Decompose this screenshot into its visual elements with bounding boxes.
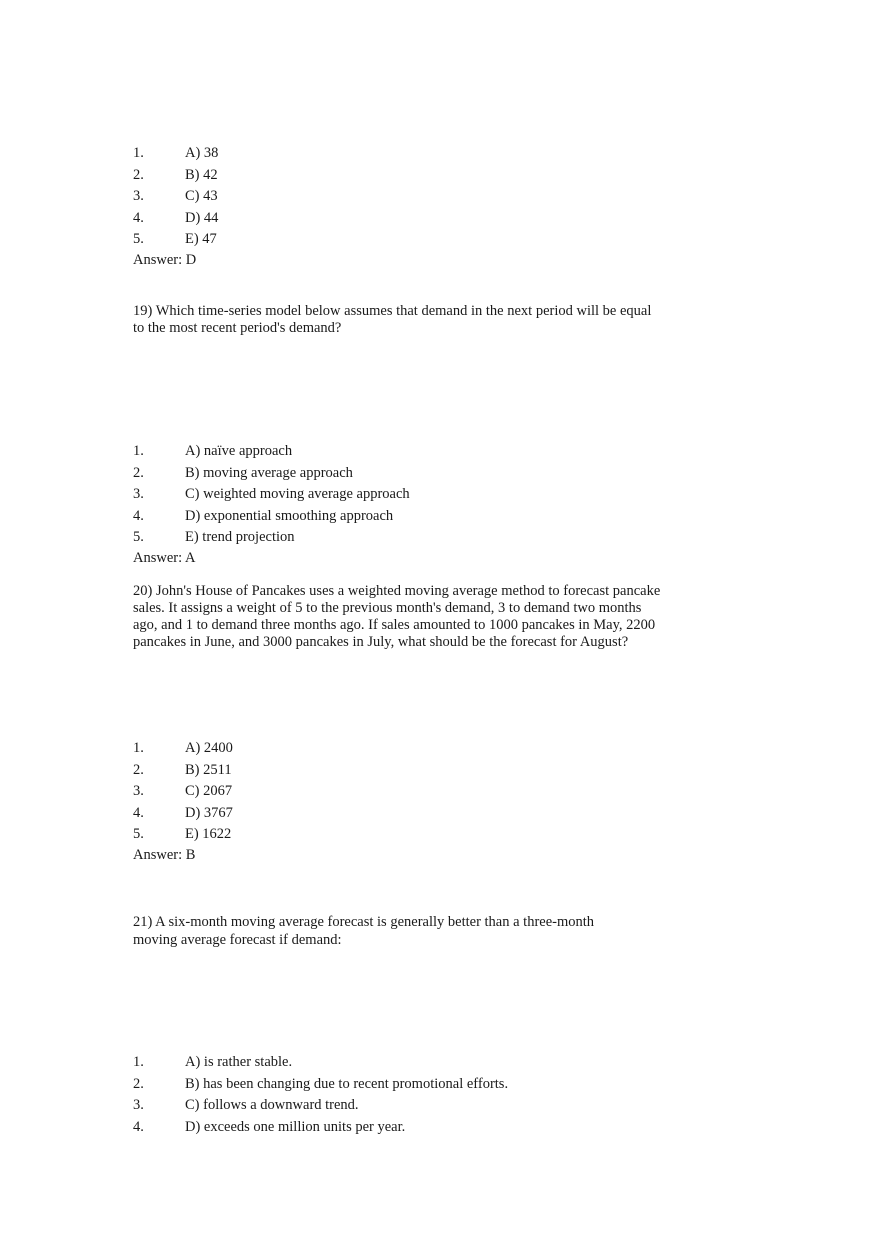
option-number: 5. [133,826,144,842]
answer-line: Answer: B [133,847,196,863]
option-text: D) 3767 [185,805,233,821]
option-text: A) 2400 [185,740,233,756]
option-text: C) 43 [185,188,218,204]
question-text-line: moving average forecast if demand: [133,932,342,948]
option-number: 1. [133,740,144,756]
option-text: B) has been changing due to recent promotional efforts. [185,1076,509,1092]
question-text-line: 19) Which time-series model below assumes that demand in the next period will be equal [133,303,652,319]
option-number: 3. [133,486,144,502]
question-text-line: sales. It assigns a weight of 5 to the previous month's demand, 3 to demand two months [133,600,642,616]
answer-line: Answer: D [133,252,197,268]
question-text-line: 20) John's House of Pancakes uses a weighted moving average method to forecast pancake [133,583,661,599]
option-number: 5. [133,529,144,545]
option-number: 4. [133,210,144,226]
option-number: 1. [133,145,144,161]
question-text-line: to the most recent period's demand? [133,320,342,336]
option-text: E) trend projection [185,529,295,545]
question-text-line: ago, and 1 to demand three months ago. If sales amounted to 1000 pancakes in May, 2200 [133,617,656,633]
question-text-line: pancakes in June, and 3000 pancakes in July, what should be the forecast for August? [133,634,629,650]
option-text: A) 38 [185,145,219,161]
option-number: 4. [133,805,144,821]
option-text: A) is rather stable. [185,1054,293,1070]
option-text: B) 42 [185,167,218,183]
option-text: E) 47 [185,231,217,247]
option-text: C) follows a downward trend. [185,1097,359,1113]
option-number: 5. [133,231,144,247]
option-text: D) exponential smoothing approach [185,508,394,524]
option-text: B) moving average approach [185,465,353,481]
option-number: 3. [133,1097,144,1113]
option-number: 4. [133,508,144,524]
option-text: C) 2067 [185,783,233,799]
option-number: 1. [133,443,144,459]
option-number: 2. [133,762,144,778]
question-text-line: 21) A six-month moving average forecast is generally better than a three-month [133,914,595,930]
option-text: A) naïve approach [185,443,293,459]
answer-line: Answer: A [133,550,196,566]
option-number: 3. [133,188,144,204]
option-text: D) exceeds one million units per year. [185,1119,406,1135]
option-text: E) 1622 [185,826,232,842]
option-text: B) 2511 [185,762,232,778]
option-text: C) weighted moving average approach [185,486,410,502]
option-number: 1. [133,1054,144,1070]
option-number: 2. [133,1076,144,1092]
option-number: 2. [133,465,144,481]
option-number: 4. [133,1119,144,1135]
option-text: D) 44 [185,210,219,226]
option-number: 2. [133,167,144,183]
option-number: 3. [133,783,144,799]
